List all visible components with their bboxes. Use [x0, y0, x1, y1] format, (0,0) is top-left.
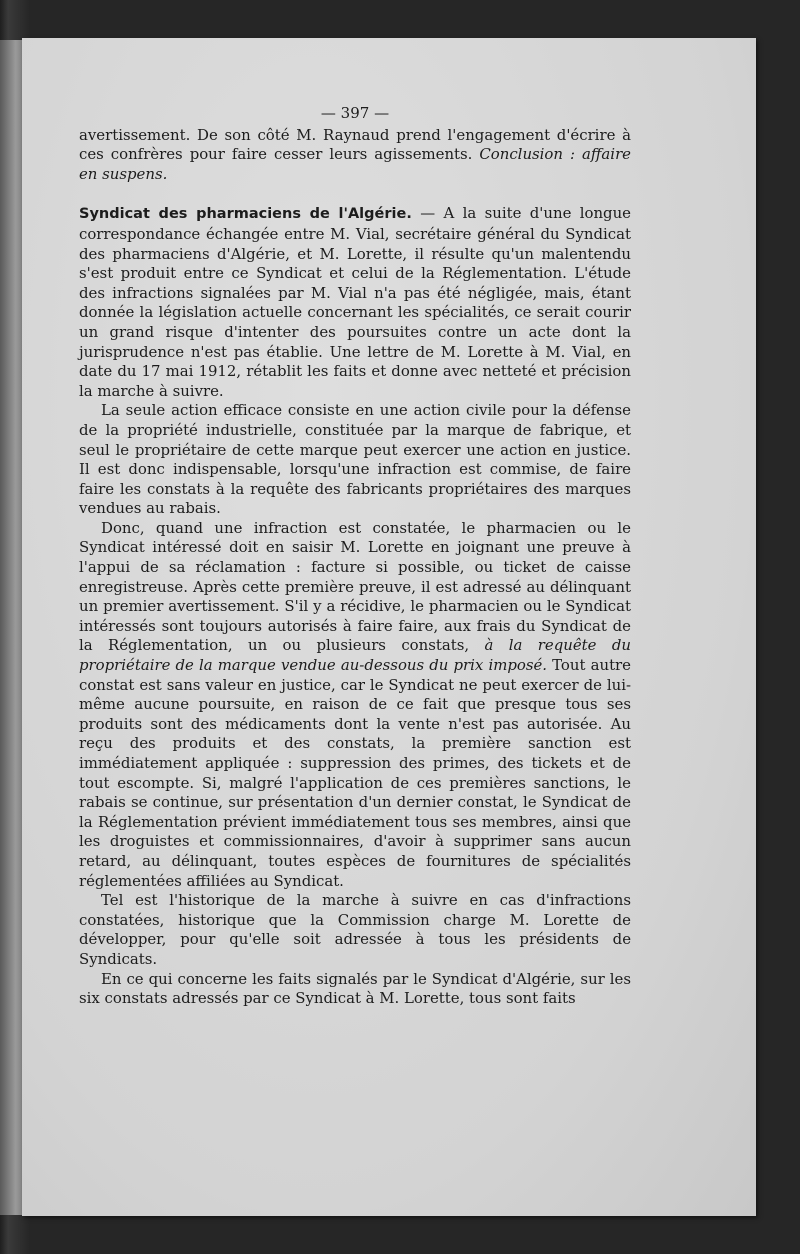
- paragraph-4-italic: à la requête du propriétaire de la marque vendue au-dessous du prix imposé.: [79, 636, 631, 675]
- paragraph-6: En ce qui concerne les faits signalés par le Syndicat d'Algérie, sur les six constats adressés par ce Syndicat à M. Lorette, tous sont faits: [79, 969, 631, 1008]
- page-text-block: [79, 104, 631, 1009]
- paragraph-4-text-before: Donc, quand une infraction est constatée, le pharmacien ou le Syndicat intéressé doit en saisir M. Lorette en joignant une preuve à l'appui de sa réclamation : facture si possible, ou ticket de caisse enregistreuse. Après cette première preuve, il est adressé au délinquant un premier avertissement. S'il y a récidive, le pharmacien ou le Syndicat intéressés sont toujours autorisés à faire faire, aux frais du Syndicat de la Réglementation, un ou plusieurs constats,: [79, 518, 631, 655]
- paragraph-2-text: — A la suite d'une longue correspondance échangée entre M. Vial, secrétaire général du Syndicat des pharmaciens d'Algérie, et M. Lorette, il résulte qu'un malentendu s'est produit entre ce Syndicat et celui de la Réglementation. L'étude des infractions signalées par M. Vial n'a pas été négligée, mais, étant donnée la législation actuelle concernant les spécialités, ce serait courir un grand risque d'intenter des poursuites contre un acte dont la jurisprudence n'est pas établie. Une lettre de M. Lorette à M. Vial, en date du 17 mai 1912, rétablit les faits et donne avec netteté et précision la marche à suivre.: [79, 204, 631, 400]
- paragraph-1-conclusion: Conclusion : affaire en suspens.: [79, 145, 631, 183]
- paragraph-4: [79, 519, 631, 891]
- paragraph-2: [79, 204, 631, 401]
- paragraph-1: [79, 126, 631, 185]
- paragraph-5: Tel est l'historique de la marche à suivre en cas d'infractions constatées, historique que la Commission charge M. Lorette de développer, pour qu'elle soit adressée à tous les présidents de Syndicats.: [79, 891, 631, 968]
- paragraph-4-text-after: Tout autre constat est sans valeur en justice, car le Syndicat ne peut exercer de lui-même aucune poursuite, en raison de ce fait que presque tous ses produits sont des médicaments dont la vente n'est pas autorisée. Au reçu des produits et des constats, la première sanction est immédiatement appliquée : suppression des primes, des tickets et de tout escompte. Si, malgré l'application de ces premières sanctions, le rabais se continue, sur présentation d'un dernier constat, le Syndicat de la Réglementation prévient immédiatement tous ses membres, ainsi que les droguistes et commissionnaires, d'avoir à supprimer sans aucun retard, au délinquant, toutes espèces de fournitures de spécialités réglementées affiliées au Syndicat.: [79, 656, 631, 890]
- paragraph-3: La seule action efficace consiste en une action civile pour la défense de la propriété industrielle, constituée par la marque de fabrique, et seul le propriétaire de cette marque peut exercer une action en justice. Il est donc indispensable, lorsqu'une infraction est commise, de faire faire les constats à la requête des fabricants propriétaires des marques vendues au rabais.: [79, 401, 631, 518]
- section-title: Syndicat des pharmaciens de l'Algérie.: [79, 206, 412, 223]
- page-number: — 397 —: [320, 104, 390, 122]
- paragraph-1-text: avertissement. De son côté M. Raynaud prend l'engagement d'écrire à ces confrères pour faire cesser leurs agissements.: [79, 125, 631, 164]
